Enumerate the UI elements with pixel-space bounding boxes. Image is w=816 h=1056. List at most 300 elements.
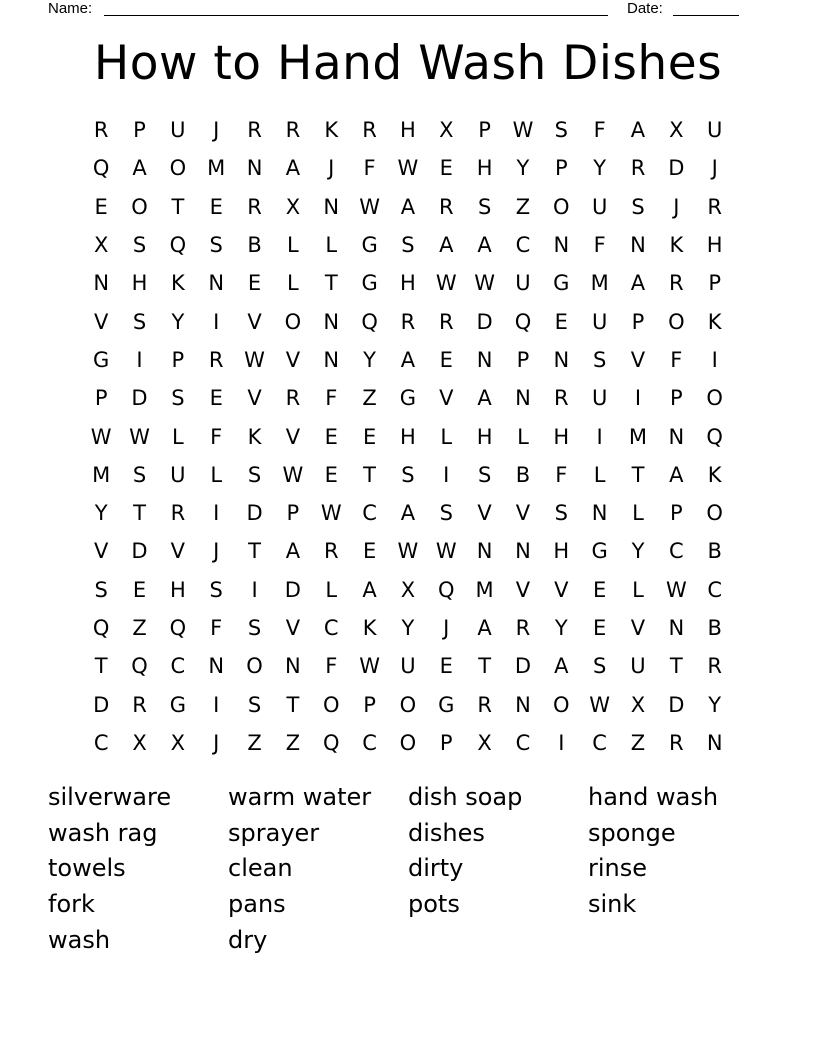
grid-letter: D xyxy=(514,654,532,679)
grid-letter: S xyxy=(171,386,185,411)
grid-letter: S xyxy=(132,309,147,334)
grid-letter: L xyxy=(287,233,299,258)
grid-letter: V xyxy=(515,501,531,526)
grid-letter: O xyxy=(169,156,187,181)
grid-letter: O xyxy=(668,309,685,334)
grid-letter: V xyxy=(93,309,109,334)
grid-letter: W xyxy=(244,347,265,372)
grid-letter: G xyxy=(399,386,417,411)
grid-letter: R xyxy=(323,539,339,564)
grid-letter: T xyxy=(631,462,645,487)
grid-letter: N xyxy=(706,730,723,755)
grid-letter: V xyxy=(93,539,109,564)
grid-letter: H xyxy=(706,233,723,258)
grid-letter: E xyxy=(439,654,453,679)
grid-letter: S xyxy=(554,118,568,143)
grid-letter: E xyxy=(362,424,377,449)
grid-letter: E xyxy=(247,271,262,296)
grid-letter: S xyxy=(247,616,262,640)
grid-row xyxy=(82,188,734,226)
grid-letter: F xyxy=(555,462,568,487)
grid-letter: P xyxy=(669,501,683,526)
grid-letter: I xyxy=(558,730,565,755)
grid-letter: B xyxy=(707,616,722,640)
grid-letter: Z xyxy=(132,616,147,640)
grid-row xyxy=(82,111,734,149)
grid-letter: C xyxy=(362,501,377,526)
grid-letter: X xyxy=(93,233,109,258)
grid-letter: G xyxy=(361,233,378,258)
grid-letter: S xyxy=(209,577,223,602)
grid-letter: W xyxy=(435,271,457,296)
grid-letter: W xyxy=(512,118,534,143)
grid-letter: R xyxy=(285,386,301,411)
word-list-item: sprayer xyxy=(228,818,320,847)
grid-letter: D xyxy=(93,692,110,717)
grid-letter: H xyxy=(400,424,416,449)
grid-letter: T xyxy=(133,501,146,526)
grid-letter: R xyxy=(669,730,684,755)
grid-letter: J xyxy=(443,616,450,640)
grid-letter: F xyxy=(363,156,376,181)
grid-letter: S xyxy=(132,233,147,258)
grid-letter: A xyxy=(285,156,301,181)
grid-letter: V xyxy=(630,347,646,372)
grid-letter: R xyxy=(554,386,569,411)
grid-letter: R xyxy=(707,654,722,679)
grid-letter: Q xyxy=(514,309,532,334)
grid-letter: L xyxy=(325,233,338,258)
grid-row xyxy=(82,302,734,340)
grid-letter: Y xyxy=(516,156,530,181)
grid-letter: F xyxy=(210,616,223,640)
grid-letter: G xyxy=(93,347,110,372)
grid-letter: O xyxy=(131,194,148,219)
grid-letter: T xyxy=(248,539,261,564)
grid-row xyxy=(82,149,734,187)
grid-letter: R xyxy=(170,501,186,526)
word-list-item: hand wash xyxy=(588,783,719,811)
grid-letter: T xyxy=(94,654,108,679)
grid-letter: U xyxy=(591,194,608,219)
grid-letter: P xyxy=(631,309,645,334)
grid-letter: J xyxy=(711,156,718,181)
grid-letter: G xyxy=(438,692,455,717)
grid-letter: L xyxy=(517,424,529,449)
grid-letter: S xyxy=(209,233,223,258)
grid-letter: C xyxy=(707,577,722,602)
grid-letter: K xyxy=(669,233,684,258)
grid-letter: M xyxy=(628,424,648,449)
grid-letter: P xyxy=(669,386,683,411)
grid-letter: C xyxy=(592,730,607,755)
grid-letter: A xyxy=(400,347,416,372)
grid-letter: U xyxy=(170,462,186,487)
grid-row xyxy=(82,456,734,494)
name-label: Name: xyxy=(48,0,93,17)
grid-letter: V xyxy=(477,501,492,526)
grid-letter: K xyxy=(324,118,339,143)
grid-letter: Q xyxy=(92,156,110,181)
grid-row xyxy=(82,685,734,723)
grid-letter: V xyxy=(247,309,262,334)
grid-letter: O xyxy=(706,501,723,526)
grid-letter: J xyxy=(328,156,335,181)
grid-letter: L xyxy=(440,424,453,449)
grid-letter: K xyxy=(707,309,722,334)
grid-letter: C xyxy=(515,233,531,258)
grid-letter: Z xyxy=(285,730,301,755)
grid-letter: X xyxy=(439,118,454,143)
grid-letter: X xyxy=(400,577,416,602)
name-field-line xyxy=(104,15,608,16)
grid-letter: Z xyxy=(247,730,262,755)
grid-letter: E xyxy=(593,616,607,640)
word-list-item: silverware xyxy=(48,783,172,811)
page-title: How to Hand Wash Dishes xyxy=(93,36,723,91)
grid-letter: S xyxy=(554,501,568,526)
grid-letter: A xyxy=(630,118,646,143)
grid-letter: K xyxy=(170,271,185,296)
grid-letter: L xyxy=(325,577,338,602)
grid-letter: S xyxy=(592,654,607,679)
grid-letter: P xyxy=(363,692,376,717)
grid-letter: R xyxy=(93,118,109,143)
grid-letter: Y xyxy=(708,692,722,717)
grid-letter: X xyxy=(132,730,147,755)
grid-letter: N xyxy=(515,386,531,411)
grid-letter: P xyxy=(708,271,721,296)
grid-letter: U xyxy=(400,654,416,679)
grid-letter: V xyxy=(285,616,301,640)
grid-letter: O xyxy=(553,692,570,717)
grid-letter: J xyxy=(213,730,220,755)
grid-letter: F xyxy=(670,347,683,372)
grid-letter: N xyxy=(93,271,110,296)
grid-letter: K xyxy=(247,424,262,449)
grid-letter: C xyxy=(362,730,377,755)
grid-letter: T xyxy=(363,462,376,487)
grid-row xyxy=(82,609,734,647)
word-list-item: dry xyxy=(228,925,268,954)
grid-letter: D xyxy=(668,692,685,717)
grid-letter: N xyxy=(246,156,263,181)
grid-letter: K xyxy=(707,462,722,487)
grid-letter: Q xyxy=(169,616,187,640)
grid-letter: M xyxy=(590,271,609,296)
grid-letter: S xyxy=(247,692,262,717)
grid-letter: W xyxy=(474,271,495,296)
grid-letter: E xyxy=(439,156,453,181)
grid-letter: E xyxy=(439,347,453,372)
grid-letter: M xyxy=(207,156,226,181)
grid-letter: Q xyxy=(361,309,378,334)
grid-letter: N xyxy=(208,271,225,296)
grid-letter: Y xyxy=(593,156,607,181)
grid-letter: F xyxy=(593,118,606,143)
grid-letter: L xyxy=(593,462,606,487)
grid-letter: O xyxy=(706,386,723,411)
grid-letter: R xyxy=(438,194,454,219)
grid-letter: Z xyxy=(630,730,646,755)
grid-letter: P xyxy=(133,118,146,143)
grid-letter: Q xyxy=(706,424,723,449)
date-field-line xyxy=(673,15,739,16)
grid-letter: C xyxy=(323,616,339,640)
grid-letter: P xyxy=(94,386,108,411)
word-list-item: dish soap xyxy=(408,783,523,811)
grid-letter: E xyxy=(362,539,377,564)
grid-letter: J xyxy=(213,118,220,143)
word-list-item: pans xyxy=(228,890,286,919)
grid-letter: R xyxy=(247,118,262,143)
grid-letter: Y xyxy=(401,616,415,640)
grid-letter: S xyxy=(592,347,607,372)
grid-letter: N xyxy=(515,692,531,717)
grid-letter: O xyxy=(322,692,340,717)
grid-letter: S xyxy=(247,462,262,487)
grid-row xyxy=(82,226,734,264)
grid-letter: S xyxy=(401,462,415,487)
grid-row xyxy=(82,647,734,685)
grid-letter: I xyxy=(596,424,603,449)
grid-letter: Q xyxy=(438,577,455,602)
grid-letter: N xyxy=(208,654,225,679)
grid-letter: P xyxy=(478,118,491,143)
grid-letter: N xyxy=(668,616,685,640)
grid-letter: R xyxy=(132,692,147,717)
grid-letter: V xyxy=(247,386,262,411)
grid-letter: C xyxy=(93,730,109,755)
grid-letter: N xyxy=(553,233,570,258)
grid-letter: U xyxy=(170,118,186,143)
grid-letter: A xyxy=(285,539,301,564)
grid-letter: N xyxy=(515,539,531,564)
grid-letter: U xyxy=(515,271,531,296)
grid-letter: U xyxy=(706,118,723,143)
grid-letter: L xyxy=(287,271,299,296)
word-list-item: pots xyxy=(408,890,460,919)
grid-letter: X xyxy=(669,118,684,143)
grid-letter: G xyxy=(361,271,378,296)
grid-letter: F xyxy=(325,654,338,679)
grid-letter: A xyxy=(477,386,492,411)
grid-letter: V xyxy=(554,577,569,602)
grid-letter: F xyxy=(210,424,223,449)
grid-letter: I xyxy=(634,386,642,411)
grid-letter: P xyxy=(286,501,300,526)
grid-letter: O xyxy=(246,654,263,679)
grid-letter: W xyxy=(90,424,112,449)
grid-letter: H xyxy=(476,424,493,449)
grid-letter: V xyxy=(630,616,646,640)
grid-letter: R xyxy=(515,616,531,640)
grid-letter: N xyxy=(630,233,646,258)
grid-letter: U xyxy=(591,309,608,334)
grid-letter: S xyxy=(477,462,492,487)
grid-letter: R xyxy=(362,118,377,143)
grid-letter: R xyxy=(707,194,722,219)
grid-row xyxy=(82,571,734,609)
grid-letter: N xyxy=(323,347,340,372)
grid-letter: N xyxy=(323,194,340,219)
grid-letter: N xyxy=(591,501,608,526)
grid-letter: Z xyxy=(515,194,531,219)
grid-letter: N xyxy=(285,654,301,679)
grid-letter: H xyxy=(476,156,493,181)
header xyxy=(0,0,816,20)
grid-letter: S xyxy=(401,233,415,258)
grid-letter: D xyxy=(131,386,148,411)
word-list-item: wash xyxy=(48,925,111,954)
grid-letter: W xyxy=(589,692,611,717)
grid-letter: W xyxy=(282,462,304,487)
grid-row xyxy=(82,264,734,302)
grid-letter: K xyxy=(362,616,377,640)
grid-letter: R xyxy=(438,309,454,334)
grid-letter: E xyxy=(209,386,223,411)
grid-letter: R xyxy=(630,156,646,181)
grid-letter: D xyxy=(246,501,263,526)
word-list-item: sink xyxy=(588,890,637,919)
grid-letter: S xyxy=(477,194,492,219)
grid-letter: T xyxy=(286,692,300,717)
grid-letter: I xyxy=(213,692,220,717)
grid-row xyxy=(82,341,734,379)
grid-letter: Q xyxy=(169,233,187,258)
grid-letter: P xyxy=(516,347,530,372)
grid-letter: Y xyxy=(363,347,376,372)
grid-letter: P xyxy=(439,730,453,755)
grid-letter: E xyxy=(209,194,223,219)
grid-letter: Q xyxy=(131,654,148,679)
grid-letter: T xyxy=(324,271,338,296)
grid-letter: R xyxy=(285,118,301,143)
grid-letter: W xyxy=(129,424,150,449)
grid-letter: V xyxy=(439,386,454,411)
grid-letter: H xyxy=(400,118,416,143)
grid-letter: P xyxy=(171,347,185,372)
grid-letter: S xyxy=(132,462,147,487)
grid-letter: W xyxy=(665,577,687,602)
grid-letter: X xyxy=(170,730,186,755)
grid-letter: R xyxy=(477,692,492,717)
word-list-item: clean xyxy=(228,854,293,883)
grid-letter: H xyxy=(553,539,570,564)
grid-letter: A xyxy=(669,462,684,487)
grid-letter: N xyxy=(476,347,493,372)
grid-letter: Y xyxy=(554,616,568,640)
word-list-item: dirty xyxy=(408,854,464,883)
word-list-item: rinse xyxy=(588,854,648,883)
grid-letter: L xyxy=(210,462,223,487)
grid-letter: V xyxy=(285,424,301,449)
grid-letter: S xyxy=(631,194,645,219)
grid-letter: X xyxy=(630,692,646,717)
grid-row xyxy=(82,417,734,455)
grid-letter: A xyxy=(554,654,569,679)
grid-letter: Y xyxy=(631,539,645,564)
grid-letter: R xyxy=(247,194,262,219)
grid-letter: B xyxy=(515,462,531,487)
grid-letter: W xyxy=(397,539,419,564)
grid-letter: V xyxy=(515,577,531,602)
grid-letter: S xyxy=(94,577,108,602)
grid-letter: A xyxy=(132,156,147,181)
grid-letter: D xyxy=(668,156,685,181)
grid-letter: F xyxy=(325,386,338,411)
grid-letter: N xyxy=(476,539,493,564)
grid-letter: C xyxy=(668,539,684,564)
grid-letter: J xyxy=(213,539,220,564)
grid-letter: A xyxy=(477,616,492,640)
grid-letter: R xyxy=(208,347,224,372)
grid-letter: E xyxy=(94,194,108,219)
grid-letter: L xyxy=(632,577,644,602)
grid-letter: O xyxy=(284,309,302,334)
grid-letter: I xyxy=(213,501,220,526)
grid-letter: D xyxy=(476,309,493,334)
grid-letter: I xyxy=(711,347,718,372)
grid-letter: O xyxy=(399,730,417,755)
grid-letter: D xyxy=(131,539,148,564)
grid-letter: O xyxy=(399,692,417,717)
grid-letter: E xyxy=(554,309,568,334)
grid-letter: Z xyxy=(362,386,377,411)
word-list-item: sponge xyxy=(588,818,676,847)
grid-row xyxy=(82,379,734,417)
grid-letter: A xyxy=(477,233,492,258)
grid-letter: X xyxy=(285,194,301,219)
grid-letter: W xyxy=(397,156,419,181)
grid-letter: H xyxy=(400,271,416,296)
grid-letter: A xyxy=(362,577,377,602)
grid-letter: T xyxy=(171,194,185,219)
grid-letter: H xyxy=(169,577,186,602)
grid-letter: L xyxy=(172,424,184,449)
grid-letter: T xyxy=(669,654,683,679)
grid-letter: U xyxy=(591,386,608,411)
grid-letter: H xyxy=(131,271,148,296)
grid-letter: U xyxy=(630,654,646,679)
grid-letter: T xyxy=(478,654,492,679)
grid-letter: W xyxy=(435,539,457,564)
grid-letter: W xyxy=(359,194,380,219)
letter-grid xyxy=(82,111,734,762)
grid-letter: F xyxy=(593,233,606,258)
grid-letter: Q xyxy=(322,730,340,755)
grid-row xyxy=(82,494,734,532)
grid-letter: N xyxy=(553,347,570,372)
grid-letter: W xyxy=(359,654,380,679)
grid-row xyxy=(82,724,734,762)
grid-letter: N xyxy=(668,424,685,449)
grid-letter: J xyxy=(673,194,680,219)
grid-letter: E xyxy=(132,577,147,602)
word-list-item: warm water xyxy=(228,783,372,811)
grid-letter: S xyxy=(439,501,453,526)
grid-letter: W xyxy=(320,501,342,526)
grid-letter: A xyxy=(439,233,454,258)
word-list-item: towels xyxy=(48,854,126,883)
grid-row xyxy=(82,532,734,570)
grid-letter: N xyxy=(323,309,340,334)
grid-letter: E xyxy=(593,577,607,602)
grid-letter: Y xyxy=(171,309,185,334)
date-label: Date: xyxy=(627,0,663,17)
grid-letter: D xyxy=(284,577,301,602)
grid-letter: G xyxy=(591,539,608,564)
